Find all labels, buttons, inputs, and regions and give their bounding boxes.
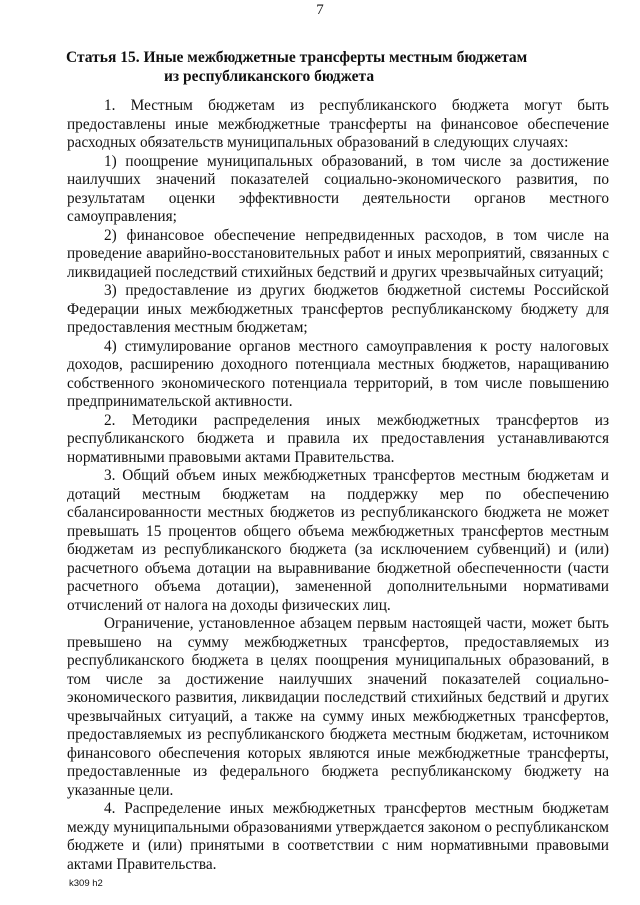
footer-document-code: k309 h2	[69, 878, 103, 889]
paragraph-part-3: 3. Общий объем иных межбюджетных трансфертов местным бюджетам и дотаций местным бюджетам на поддержку мер по обеспечению сбалансированности местных бюджетов из республиканского бюджета не может превышать 15 процентов общего объема межбюджетных трансфертов местным бюджетам из республиканского бюджета (за исключением субвенций) и (или) расчетного объема дотации на выравнивание бюджетной обеспеченности (части расчетного объема дотации), замененной дополнительными нормативами отчислений от налога на доходы физических лиц.	[67, 467, 609, 614]
paragraph-part-4: 4. Распределение иных межбюджетных трансфертов местным бюджетам между муниципальными образованиями утверждается законом о республиканском бюджете и (или) принятыми в соответствии с ним нормативными правовыми актами Правительства.	[67, 800, 609, 873]
article-title-line-2: из республиканского бюджета	[164, 68, 375, 85]
paragraph-limitation: Ограничение, установленное абзацем первым настоящей части, может быть превышено на сумму межбюджетных трансфертов, предоставляемых из республиканского бюджета в целях поощрения муниципальных образований, в том числе за достижение наилучших значений показателей социально-экономического развития, ликвидации последствий стихийных бедствий и других чрезвычайных ситуаций, а также на сумму иных межбюджетных трансфертов, предоставляемых из республиканского бюджета местным бюджетам, источником финансового обеспечения которых являются иные межбюджетные трансферты, предоставленные из федерального бюджета республиканскому бюджету на указанные цели.	[67, 615, 609, 799]
article-title-line-1: Статья 15. Иные межбюджетные трансферты местным бюджетам	[66, 49, 528, 66]
article-body	[67, 97, 609, 874]
article-heading	[62, 48, 610, 86]
paragraph-item-4: 4) стимулирование органов местного самоуправления к росту налоговых доходов, расширению доходного потенциала местных бюджетов, наращиванию собственного экономического потенциала территорий, в том числе повышению предпринимательской активности.	[67, 337, 609, 410]
paragraph-part-1: 1. Местным бюджетам из республиканского бюджета могут быть предоставлены иные межбюджетные трансферты на финансовое обеспечение расходных обязательств муниципальных образований в следующих случаях:	[67, 97, 609, 151]
paragraph-part-2: 2. Методики распределения иных межбюджетных трансфертов из республиканского бюджета и правила их предоставления устанавливаются нормативными правовыми актами Правительства.	[67, 411, 609, 466]
paragraph-item-1: 1) поощрение муниципальных образований, в том числе за достижение наилучших значений показателей социально-экономического развития, по результатам оценки эффективности деятельности органов местного самоуправления;	[67, 152, 609, 225]
page-number: 7	[316, 2, 324, 18]
paragraph-item-2: 2) финансовое обеспечение непредвиденных расходов, в том числе на проведение аварийно-восстановительных работ и иных мероприятий, связанных с ликвидацией последствий стихийных бедствий и других чрезвычайных ситуаций;	[67, 226, 609, 281]
paragraph-item-3: 3) предоставление из других бюджетов бюджетной системы Российской Федерации иных межбюджетных трансфертов республиканскому бюджету для предоставления местным бюджетам;	[67, 282, 609, 336]
